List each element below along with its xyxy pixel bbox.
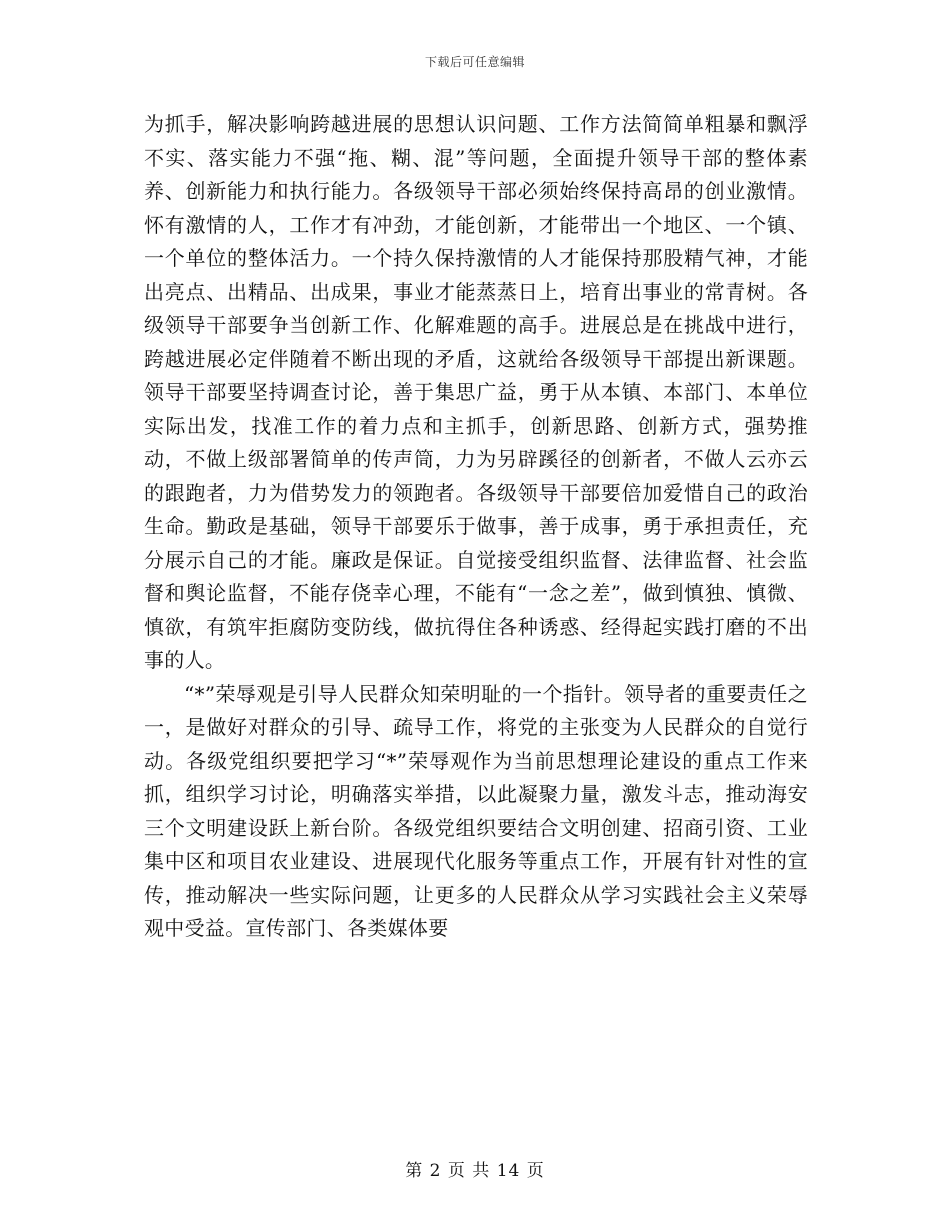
document-body bbox=[144, 108, 808, 946]
body-paragraph: “*”荣辱观是引导人民群众知荣明耻的一个指针。领导者的重要责任之一，是做好对群众的引导、疏导工作，将党的主张变为人民群众的自觉行动。各级党组织要把学习“*”荣辱观作为当前思想理论建设的重点工作来抓，组织学习讨论，明确落实举措，以此凝聚力量，激发斗志，推动海安三个文明建设跃上新台阶。各级党组织要结合文明创建、招商引资、工业集中区和项目农业建设、进展现代化服务等重点工作，开展有针对性的宣传，推动解决一些实际问题，让更多的人民群众从学习实践社会主义荣辱观中受益。宣传部门、各类媒体要 bbox=[144, 681, 808, 940]
body-paragraph: 为抓手，解决影响跨越进展的思想认识问题、工作方法简简单粗暴和飘浮不实、落实能力不强“拖、糊、混”等问题，全面提升领导干部的整体素养、创新能力和执行能力。各级领导干部必须始终保持高昂的创业激情。怀有激情的人，工作才有冲劲，才能创新，才能带出一个地区、一个镇、一个单位的整体活力。一个持久保持激情的人才能保持那股精气神，才能出亮点、出精品、出成果，事业才能蒸蒸日上，培育出事业的常青树。各级领导干部要争当创新工作、化解难题的高手。进展总是在挑战中进行，跨越进展必定伴随着不断出现的矛盾，这就给各级领导干部提出新课题。领导干部要坚持调查讨论，善于集思广益，勇于从本镇、本部门、本单位实际出发，找准工作的着力点和主抓手，创新思路、创新方式，强势推动，不做上级部署简单的传声筒，力为另辟蹊径的创新者，不做人云亦云的跟跑者，力为借势发力的领跑者。各级领导干部要倍加爱惜自己的政治生命。勤政是基础，领导干部要乐于做事，善于成事，勇于承担责任，充分展示自己的才能。廉政是保证。自觉接受组织监督、法律监督、社会监督和舆论监督，不能存侥幸心理，不能有“一念之差”，做到慎独、慎微、慎欲，有筑牢拒腐防变防线，做抗得住各种诱惑、经得起实践打磨的不出事的人。 bbox=[144, 112, 808, 672]
page-header-note: 下载后可任意编辑 bbox=[424, 55, 525, 69]
page-number-footer: 第 2 页 共 14 页 bbox=[405, 1161, 545, 1181]
